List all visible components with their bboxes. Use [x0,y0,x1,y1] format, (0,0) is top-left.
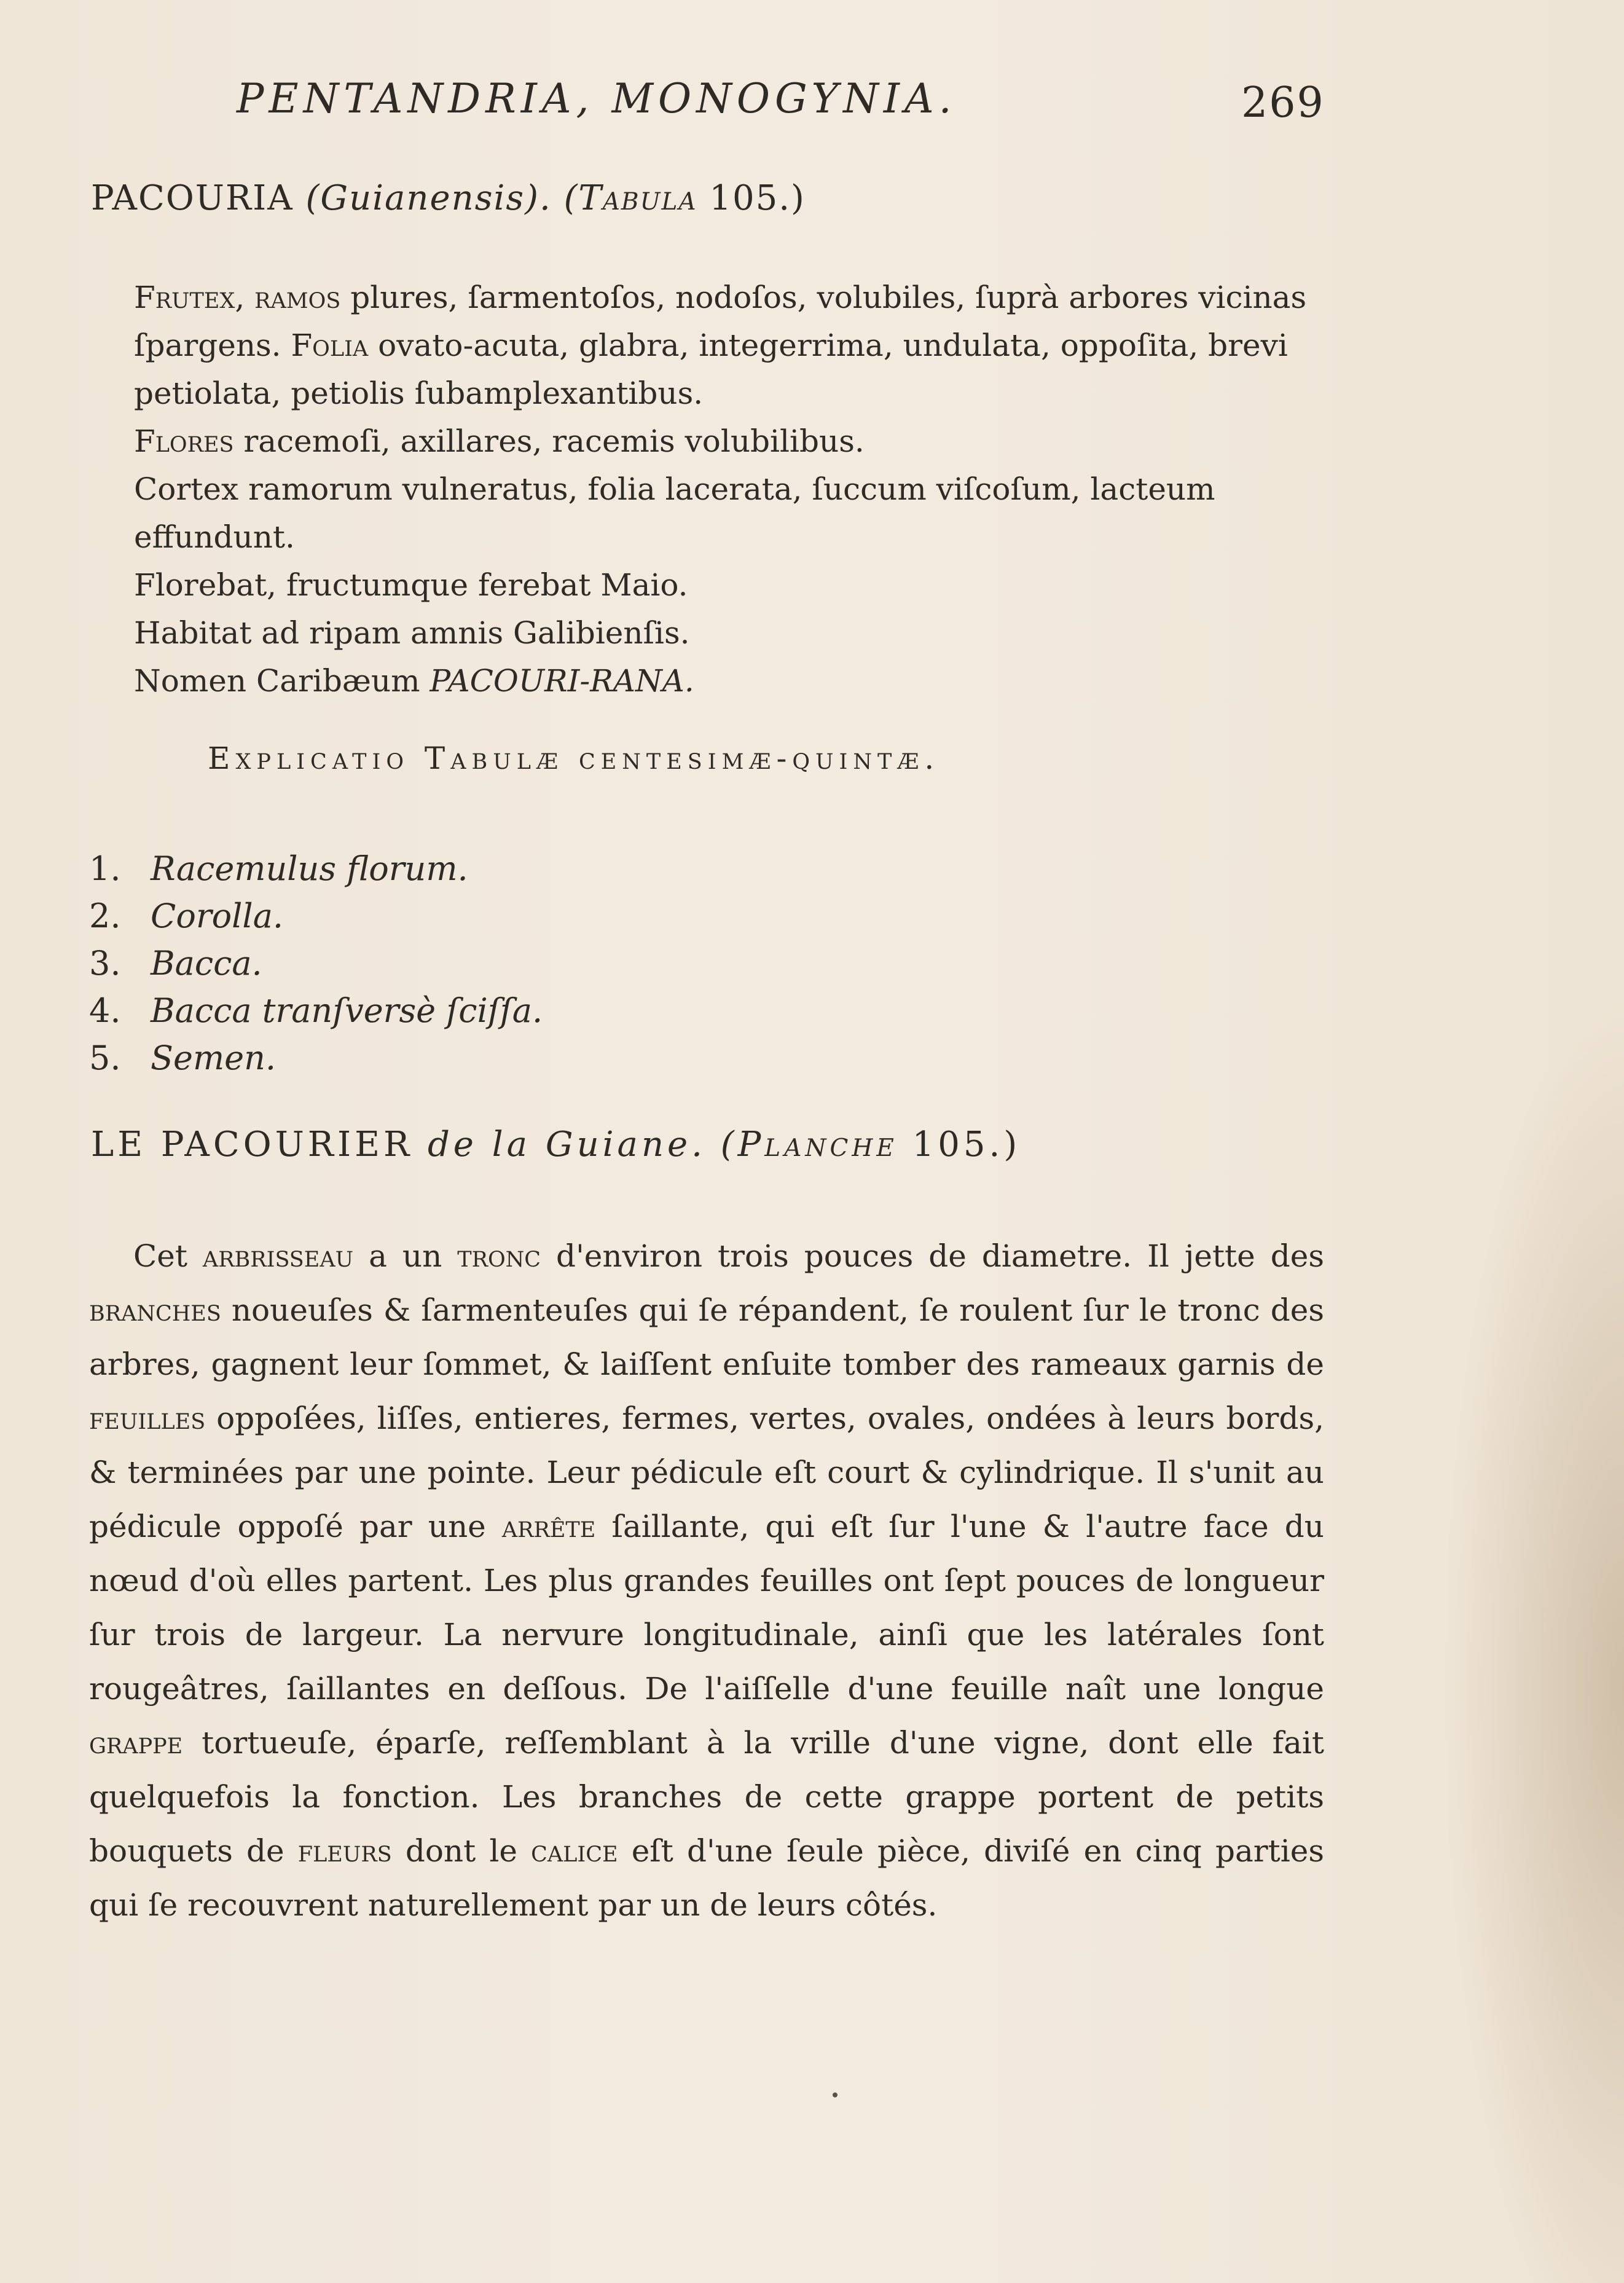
latin-paragraph-2 [134,417,1326,465]
list-item [89,940,543,987]
body-text: noueuſes & ſarmenteuſes qui ſe répandent, ſe roulent ſur le tronc des arbres, gagnent leur ſommet, & laiſſent enſuite tomber des rameaux garnis de [89,1292,1324,1382]
item-label: Semen. [151,1039,277,1077]
plate-label: (Planche [720,1125,898,1165]
latin-paragraph-5: Habitat ad ripam amnis Galibienſis. [134,615,690,651]
item-number: 5. [89,1039,121,1077]
keyword-branches: branches [89,1292,221,1328]
body-text: tortueuſe, éparſe, reſſemblant à la vrille d'une vigne, dont elle fait quelquefois la fonction. Les branches de cette grappe portent de petits bouquets de [89,1725,1324,1869]
common-name: LE PACOURIER [91,1125,414,1165]
item-label: Bacca. [151,944,262,983]
latin-title [91,178,806,218]
plate-number: 105.) [912,1125,1021,1165]
species-name: (Guianensis). [305,178,552,218]
plate-legend-list [89,845,543,1082]
latin-text: plures, ſarmentoſos, nodoſos, volubiles, ſuprà arbores vicinas ſpargens. [134,280,1307,363]
latin-paragraph-3: Cortex ramorum vulneratus, folia lacerata, ſuccum viſcoſum, lacteum effundunt. [134,471,1215,555]
item-label: Racemulus florum. [151,849,468,888]
keyword-arbrisseau: arbrisseau [202,1238,354,1274]
latin-paragraph-1 [134,273,1326,417]
latin-description [134,273,1326,705]
list-item [89,987,543,1034]
body-text: dont le [391,1833,532,1869]
french-paragraph [89,1229,1324,1932]
list-item [89,892,543,940]
keyword-fleurs: fleurs [297,1833,392,1869]
page-number: 269 [1241,79,1325,127]
body-text: a un [353,1238,458,1274]
keyword-flores: Flores [134,423,234,459]
item-number: 3. [89,944,121,983]
latin-paragraph-4: Florebat, fructumque ferebat Maio. [134,567,688,603]
keyword-feuilles: feuilles [89,1401,206,1436]
body-text: Cet [133,1238,203,1274]
latin-text: racemoſi, axillares, racemis volubilibus. [233,423,865,459]
list-item [89,1034,543,1082]
item-number: 2. [89,897,121,935]
latin-text: Nomen Caribæum [134,663,430,699]
item-label: Corolla. [151,897,284,935]
explicatio-heading: Explicatio Tabulæ centesimæ-quintæ. [208,741,940,776]
keyword-tronc: tronc [457,1238,541,1274]
french-title [91,1125,1021,1165]
french-description [89,1229,1324,1932]
item-number: 1. [89,849,121,888]
body-text: eſt d'une ſeule pièce, diviſé en cinq parties qui ſe recouvrent naturellement par un de leurs côtés. [89,1833,1325,1923]
keyword-arrete: arrête [501,1509,596,1544]
carib-name: PACOURI-RANA. [430,663,694,699]
latin-paragraph-6 [134,657,1326,705]
plate-label: (Tabula [563,178,697,218]
keyword-frutex: Frutex, [134,280,245,315]
ink-speck [833,2092,837,2097]
body-text: ſaillante, qui eſt ſur l'une & l'autre face du nœud d'où elles partent. Les plus grandes feuilles ont ſept pouces de longueur ſur trois de largeur. La nervure longitudinale, ainſi que les latérales ſont rougeâtres, ſaillantes en deſſous. De l'aiſſelle d'une feuille naît une longue [89,1509,1325,1707]
list-item [89,845,543,892]
item-label: Bacca tranſversè ſciſſa. [151,991,543,1030]
keyword-ramos: ramos [254,280,341,315]
keyword-grappe: grappe [89,1725,183,1761]
place-name: de la Guiane. [427,1125,706,1165]
body-text: oppoſées, liſſes, entieres, fermes, vertes, ovales, ondées à leurs bords, & terminées par une pointe. Leur pédicule eſt court & cylindrique. Il s'unit au pédicule oppoſé par une [89,1401,1324,1544]
keyword-folia: Folia [291,328,369,363]
keyword-calice: calice [531,1833,618,1869]
plate-number: 105.) [709,178,806,218]
running-header: PENTANDRIA, MONOGYNIA. [237,75,957,122]
body-text: d'environ trois pouces de diametre. Il jette des [541,1238,1324,1274]
latin-text: ovato-acuta, glabra, integerrima, undulata, oppoſita, brevi petiolata, petiolis ſubamplexantibus. [134,328,1288,411]
genus-name: PACOURIA [91,178,294,218]
item-number: 4. [89,991,121,1030]
